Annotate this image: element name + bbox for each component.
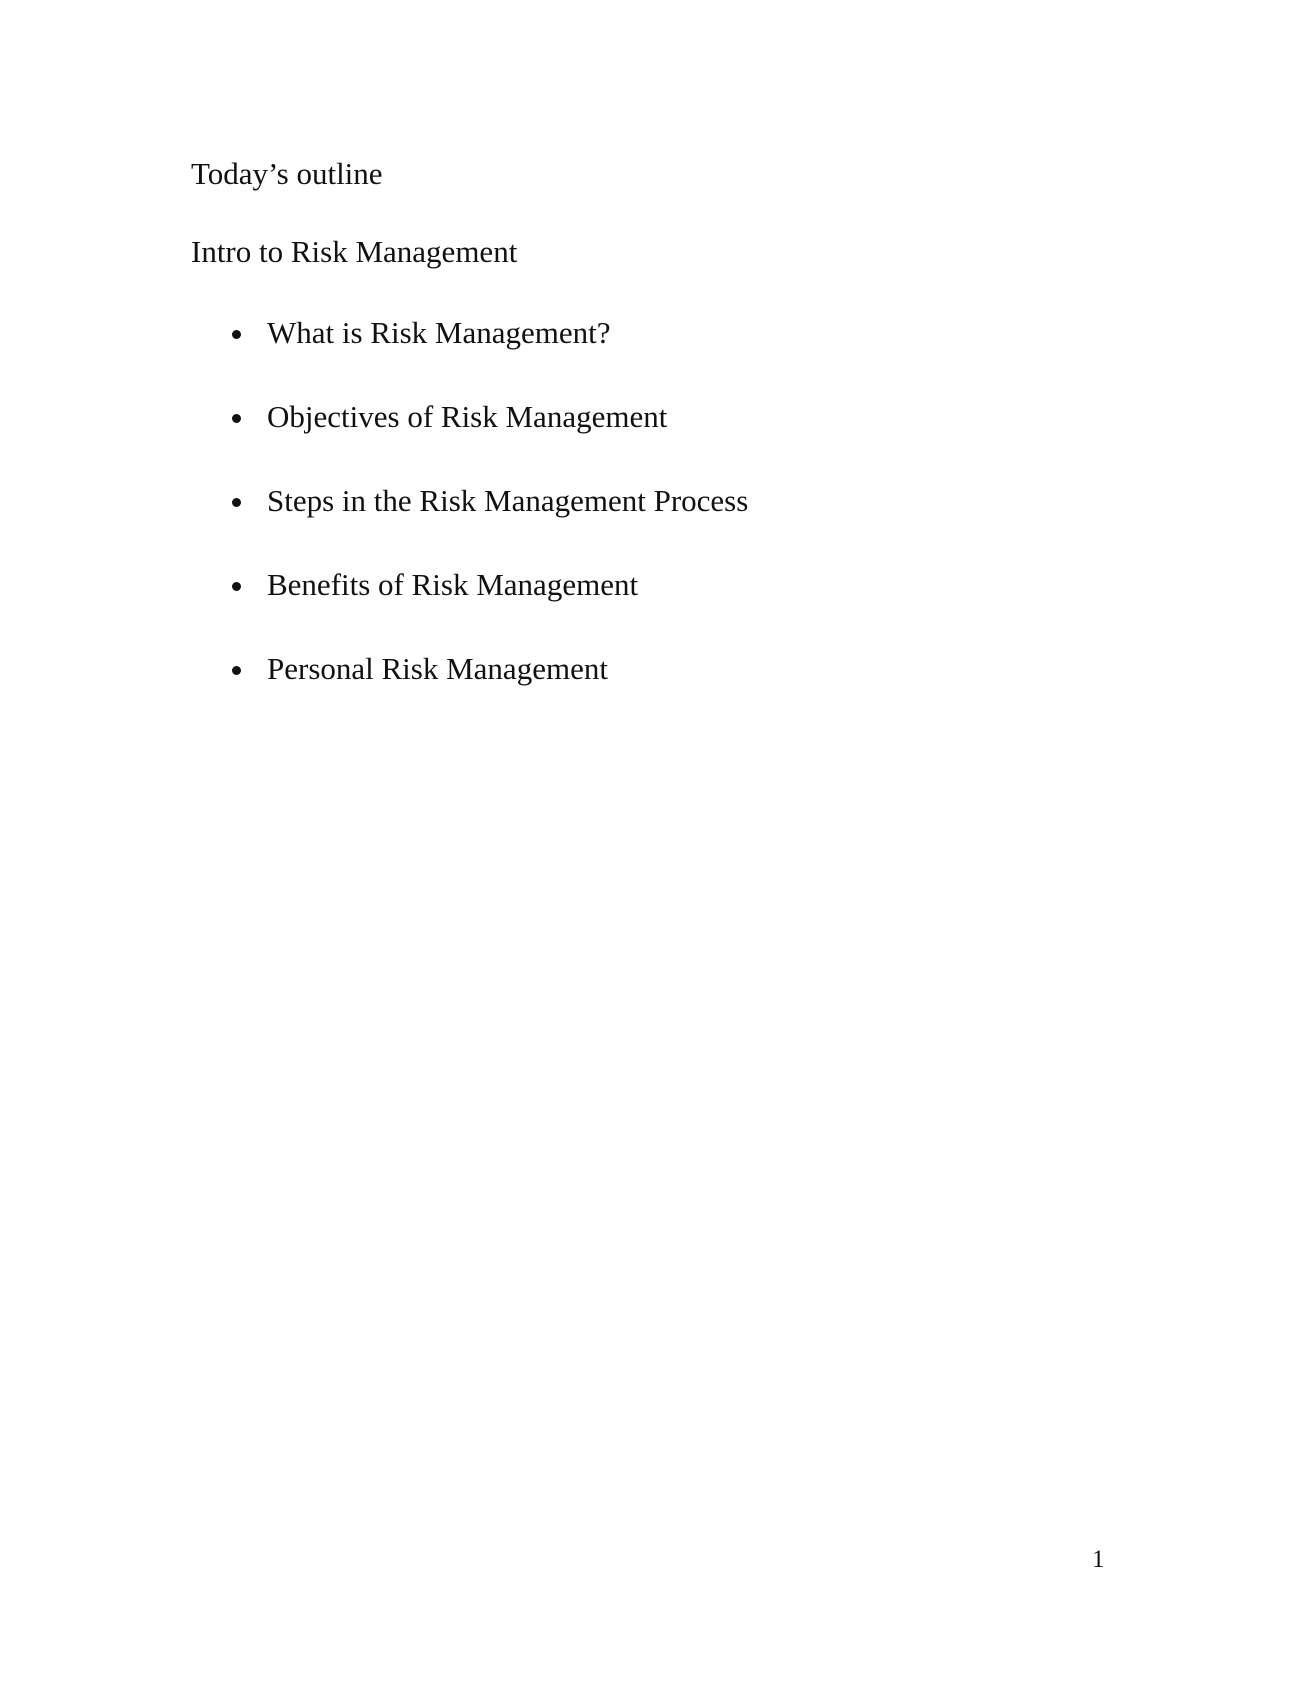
page-number: 1	[1092, 1546, 1105, 1573]
bullet-icon	[232, 498, 241, 507]
list-item-text: Steps in the Risk Management Process	[267, 483, 749, 518]
list-item-text: What is Risk Management?	[267, 315, 611, 350]
bullet-icon	[232, 666, 241, 675]
bullet-icon	[232, 330, 241, 339]
outline-title: Today’s outline	[191, 156, 383, 191]
bullet-icon	[232, 414, 241, 423]
list-item-text: Personal Risk Management	[267, 651, 608, 686]
bullet-icon	[232, 582, 241, 591]
section-title: Intro to Risk Management	[191, 234, 518, 269]
list-item-text: Objectives of Risk Management	[267, 399, 668, 434]
list-item-text: Benefits of Risk Management	[267, 567, 639, 602]
